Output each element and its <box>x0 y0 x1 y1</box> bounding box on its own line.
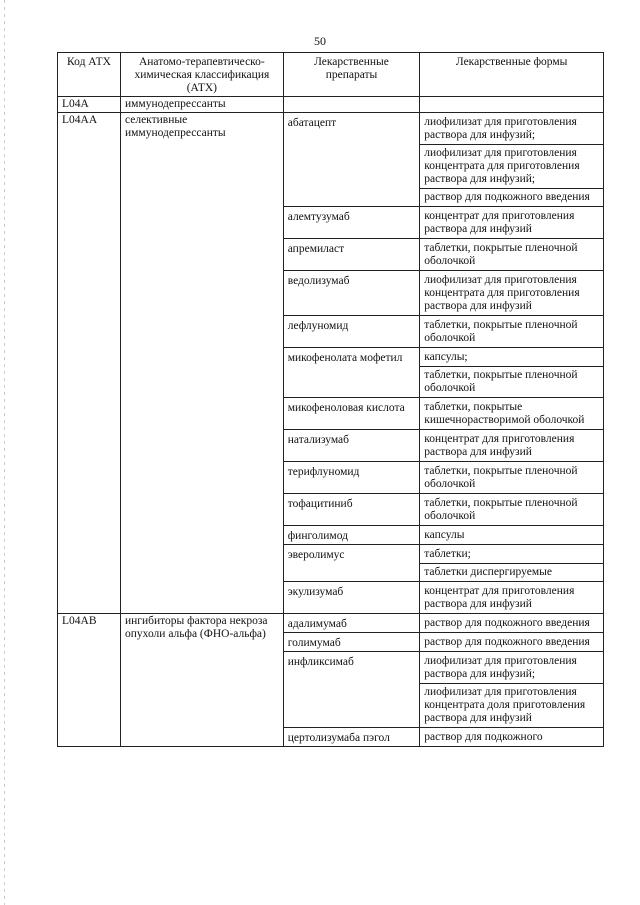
dosage-form: лиофилизат для приготовления концентрата доля приготовления раствора для инфузий <box>420 683 603 725</box>
table-header-row <box>58 53 604 97</box>
dosage-form: концентрат для приготовления раствора для инфузий <box>424 210 575 235</box>
dosage-forms-cell <box>420 430 604 462</box>
drug-name-cell: цертолизумаба пэгол <box>283 728 420 747</box>
dosage-form: таблетки, покрытые пленочной оболочкой <box>424 319 578 344</box>
atx-code-cell: L04AA <box>58 113 121 614</box>
drug-name-cell: микофеноловая кислота <box>283 398 420 430</box>
dosage-form: лиофилизат для приготовления раствора для инфузий; <box>424 116 577 141</box>
dosage-form: лиофилизат для приготовления концентрата для приготовления раствора для инфузий; <box>420 144 603 186</box>
drug-name-cell: ведолизумаб <box>283 271 420 316</box>
dosage-forms-cell <box>420 545 604 582</box>
drug-name-cell: адалимумаб <box>283 614 420 633</box>
drug-name-cell: финголимод <box>283 526 420 545</box>
dosage-forms-cell <box>420 462 604 494</box>
dosage-forms-cell <box>420 614 604 633</box>
table-body <box>58 97 604 747</box>
dosage-form: таблетки; <box>424 548 471 560</box>
header-forms: Лекарственные формы <box>420 53 604 97</box>
dosage-form: концентрат для приготовления раствора для инфузий <box>424 585 575 610</box>
atx-classification-cell: ингибиторы фактора некроза опухоли альфа (ФНО-альфа) <box>120 614 283 747</box>
dosage-form: раствор для подкожного введения <box>420 188 603 204</box>
dosage-forms-cell <box>420 582 604 614</box>
table-row <box>58 113 604 207</box>
dosage-form: раствор для подкожного <box>424 731 543 743</box>
drug-name-cell: инфликсимаб <box>283 652 420 728</box>
dosage-form: таблетки, покрытые пленочной оболочкой <box>420 366 603 395</box>
dosage-form: капсулы <box>424 529 465 541</box>
table-row <box>58 614 604 633</box>
dosage-forms-cell <box>420 271 604 316</box>
drug-name-cell: голимумаб <box>283 633 420 652</box>
dosage-forms-cell <box>420 652 604 728</box>
dosage-forms-cell <box>420 239 604 271</box>
dosage-form: раствор для подкожного введения <box>424 636 590 648</box>
drug-name-cell: лефлуномид <box>283 316 420 348</box>
atx-table <box>57 52 604 747</box>
dosage-forms-cell <box>420 348 604 398</box>
dosage-forms-cell <box>420 207 604 239</box>
dosage-forms-cell <box>420 316 604 348</box>
scan-margin-line <box>4 0 5 905</box>
drug-name-cell: натализумаб <box>283 430 420 462</box>
dosage-forms-cell <box>420 633 604 652</box>
drug-name-cell: экулизумаб <box>283 582 420 614</box>
dosage-forms-cell <box>420 97 604 113</box>
atx-code-cell: L04A <box>58 97 121 113</box>
drug-name-cell: микофенолата мофетил <box>283 348 420 398</box>
dosage-form: лиофилизат для приготовления концентрата для приготовления раствора для инфузий <box>424 274 580 312</box>
drug-name-cell: абатацепт <box>283 113 420 207</box>
drug-name-cell: апремиласт <box>283 239 420 271</box>
dosage-forms-cell <box>420 526 604 545</box>
dosage-forms-cell <box>420 728 604 747</box>
dosage-form: таблетки, покрытые кишечнорастворимой оболочкой <box>424 401 585 426</box>
dosage-form: раствор для подкожного введения <box>424 617 590 629</box>
dosage-form: лиофилизат для приготовления раствора для инфузий; <box>424 655 577 680</box>
drug-name-cell: тофацитиниб <box>283 494 420 526</box>
drug-name-cell: терифлуномид <box>283 462 420 494</box>
dosage-forms-cell <box>420 494 604 526</box>
dosage-form: капсулы; <box>424 351 468 363</box>
dosage-form: концентрат для приготовления раствора для инфузий <box>424 433 575 458</box>
header-code: Код АТХ <box>58 53 121 97</box>
drug-name-cell <box>283 97 420 113</box>
drug-name-cell: эверолимус <box>283 545 420 582</box>
dosage-form: таблетки диспергируемые <box>420 563 603 579</box>
dosage-form: таблетки, покрытые пленочной оболочкой <box>424 242 578 267</box>
header-classification: Анатомо-терапевтическо-химическая классификация (АТХ) <box>120 53 283 97</box>
dosage-forms-cell <box>420 398 604 430</box>
header-drugs: Лекарственные препараты <box>283 53 420 97</box>
dosage-form: таблетки, покрытые пленочной оболочкой <box>424 465 578 490</box>
atx-code-cell: L04AB <box>58 614 121 747</box>
drug-name-cell: алемтузумаб <box>283 207 420 239</box>
atx-classification-cell: селективные иммунодепрессанты <box>120 113 283 614</box>
page-number: 50 <box>314 34 326 48</box>
dosage-forms-cell <box>420 113 604 207</box>
atx-classification-cell: иммунодепрессанты <box>120 97 283 113</box>
table-row <box>58 97 604 113</box>
dosage-form: таблетки, покрытые пленочной оболочкой <box>424 497 578 522</box>
